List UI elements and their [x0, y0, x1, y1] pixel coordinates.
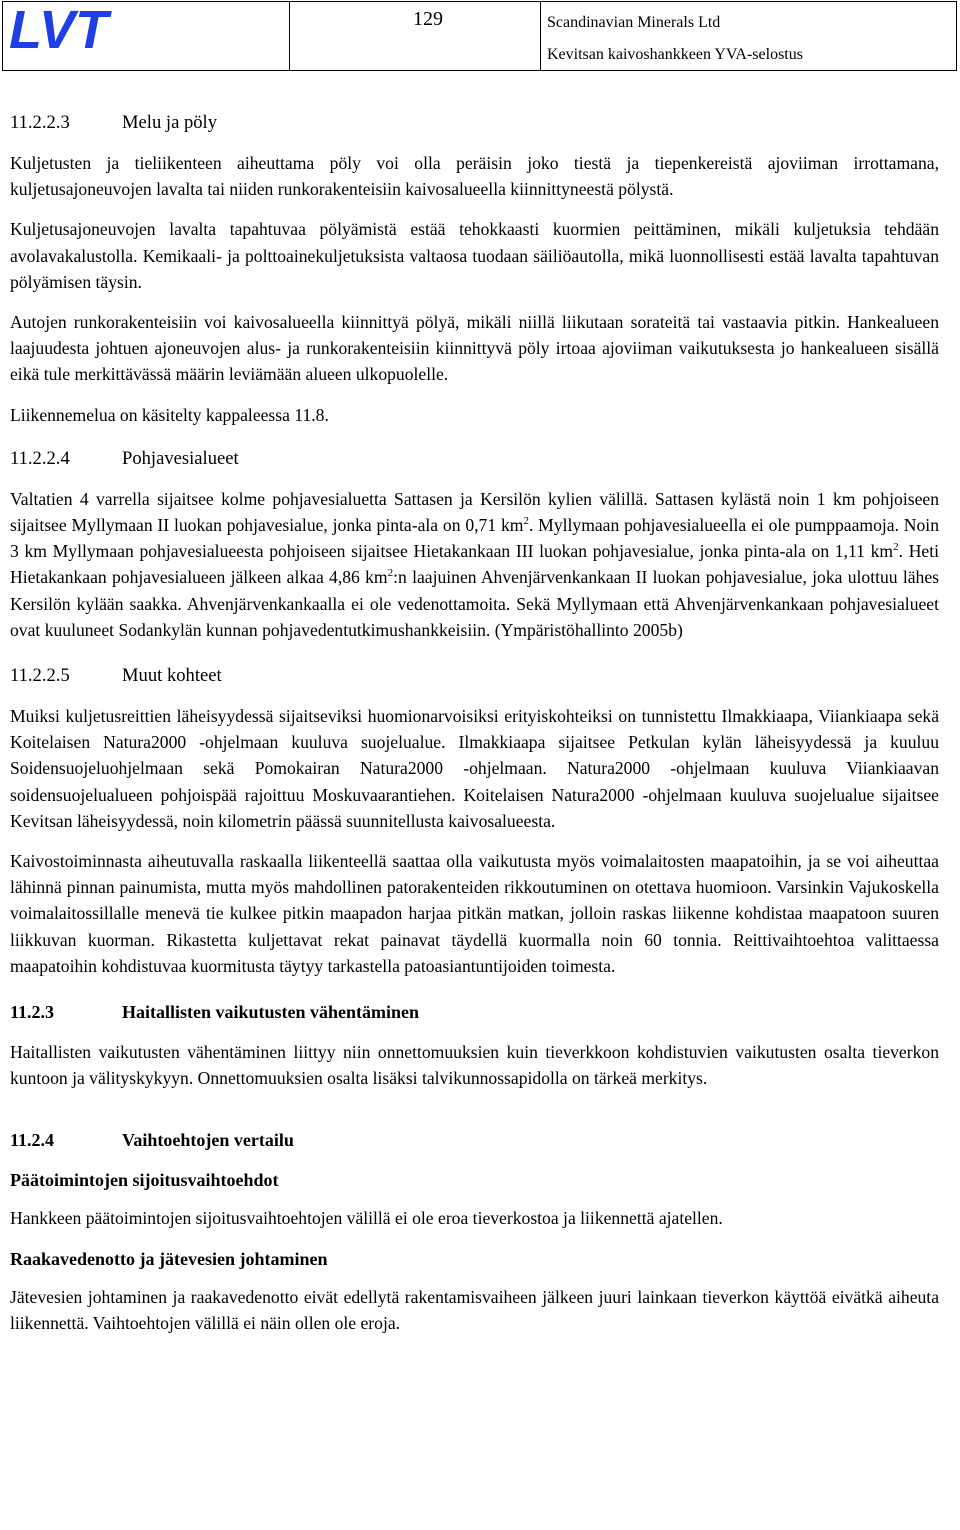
- paragraph: Liikennemelua on käsitelty kappaleessa 11.8.: [10, 404, 329, 425]
- logo-cell: [3, 2, 290, 70]
- paragraph: Haitallisten vaikutusten vähentäminen liittyy niin onnettomuuksien kuin tieverkkoon kohdistuvien vaikutusten osalta tieverkon kuntoon ja välityskykyyn. Onnettomuuksien osalta lisäksi talvikunnossapidolla on tärkeä merkitys.: [10, 1042, 939, 1089]
- section-number: 11.2.2.4: [10, 447, 70, 469]
- section-number: 11.2.3: [10, 1002, 55, 1023]
- section-title: Pohjavesialueet: [122, 447, 239, 469]
- paragraph: Kuljetusajoneuvojen lavalta tapahtuvaa pölyämistä estää tehokkaasti kuormien peittäminen, mikäli kuljetuksia tehdään avolavakalustolla. Kemikaali- ja polttoainekuljetuksista valtaosa tuodaan säiliöautolla, mikä luonnollisesti estää lavalta tapahtuvan pölyämisen täysin.: [10, 219, 939, 292]
- section-number: 11.2.4: [10, 1130, 55, 1151]
- section-number: 11.2.2.5: [10, 665, 70, 687]
- subheading: Raakavedenotto ja jätevesien johtaminen: [10, 1248, 328, 1269]
- section-title: Vaihtoehtojen vertailu: [122, 1130, 294, 1151]
- paragraph: Kaivostoiminnasta aiheutuvalla raskaalla liikenteellä saattaa olla vaikutusta myös voimalaitosten maapatoihin, ja se voi aiheuttaa lähinnä pinnan painumista, mutta myös mahdollinen patorakenteiden rikkoutuminen on otettava huomioon. Varsinkin Vajukoskella voimalaitossillalle menevä tie kulkee pitkin maapadon harjaa pitkän matkan, jolloin raskas liikenne kohdistaa maapatoon suuren liikkuvan kuorman. Rikastetta kuljettavat rekat painavat täydellä kuormalla noin 60 tonnia. Reittivaihtoehtoa valittaessa maapatoihin kohdistuvaa kuormitusta täytyy tarkastella patoasiantuntijoiden toimesta.: [10, 851, 939, 976]
- header-company-cell: [541, 2, 956, 70]
- page-header: [2, 1, 957, 71]
- document-title: Kevitsan kaivoshankkeen YVA-selostus: [547, 46, 803, 63]
- section-number: 11.2.2.3: [10, 112, 70, 133]
- section-heading: [10, 1127, 939, 1153]
- section-title: Haitallisten vaikutusten vähentäminen: [122, 1002, 420, 1023]
- document-body: [10, 110, 939, 1350]
- paragraph: Muiksi kuljetusreittien läheisyydessä sijaitseviksi huomionarvoisiksi erityiskohteiksi on tunnistettu Ilmakkiaapa, Viiankiaapa sekä Koitelaisen Natura2000 -ohjelmaan kuuluva suojelualue. Ilmakkiaapa sijaitsee Petkulan kylän läheisyydessä ja kuuluu Soidensuojeluohjelmaan sekä Pomokairan Natura2000 -ohjelmaan. Natura2000 -ohjelmaan kuuluva Viiankiaavan soidensuojelualueen pohjoispää rajoittuu Moskuvaarantiehen. Koitelaisen Natura2000 -ohjelmaan kuuluva suojelualue sijaitsee Kevitsan läheisyydessä, noin kilometrin päässä suunnitellusta kaivosalueesta.: [10, 706, 939, 831]
- paragraph: Hankkeen päätoimintojen sijoitusvaihtoehtojen välillä ei ole eroa tieverkostoa ja liikennettä ajatellen.: [10, 1208, 723, 1229]
- page-number: 129: [290, 2, 541, 70]
- section-title: Muut kohteet: [122, 665, 222, 687]
- company-name: Scandinavian Minerals Ltd: [547, 14, 721, 31]
- section-heading: [10, 446, 939, 472]
- paragraph: Kuljetusten ja tieliikenteen aiheuttama pöly voi olla peräisin joko tiestä ja tiepenkereistä ajoviiman irrottamana, kuljetusajoneuvojen lavalta tai niiden runkorakenteisiin kaivosalueella kiinnittyneestä pölystä.: [10, 153, 939, 200]
- section-heading: [10, 999, 939, 1025]
- section-heading: [10, 663, 939, 689]
- paragraph: Jätevesien johtaminen ja raakavedenotto eivät edellytä rakentamisvaiheen jälkeen juuri lainkaan tieverkon käyttöä eivätkä aiheuta liikennettä. Vaihtoehtojen välillä ei näin ollen ole eroja.: [10, 1286, 939, 1333]
- lvt-logo: [9, 4, 139, 54]
- svg-text:LVT: LVT: [9, 4, 109, 54]
- paragraph: Autojen runkorakenteisiin voi kaivosalueella kiinnittyä pölyä, mikäli niillä liikutaan sorateitä tai vastaavia pitkin. Hankealueen laajuudesta johtuen ajoneuvojen alus- ja runkorakenteisiin kiinnittyvä pöly irtoaa ajoviiman vaikutuksesta jo hankealueen sisällä eikä tule merkittävässä määrin leviämään alueen ulkopuolelle.: [10, 312, 939, 385]
- section-heading: [10, 110, 939, 136]
- paragraph: Valtatien 4 varrella sijaitsee kolme pohjavesialuetta Sattasen ja Kersilön kylien välillä. Sattasen kylästä noin 1 km pohjoiseen sijaitsee Myllymaan II luokan pohjavesialue, jonka pinta-ala on 0,71 $km^2$. Myllymaan pohjavesialueella ei ole pumppaamoja. Noin 3 km Myllymaan pohjavesialueesta pohjoiseen sijaitsee Hietakankaan III luokan pohjavesialue, jonka pinta-ala on 1,11 $km^2$. Heti Hietakankaan pohjavesialueen jälkeen alkaa 4,86 $km^2:n$ laajuinen Ahvenjärvenkankaan II luokan pohjavesialue, joka ulottuu lähes Kersilön kylään saakka. Ahvenjärvenkankaalla ei ole vedenottamoita. Sekä Myllymaan että Ahvenjärvenkankaan pohjavesialueet ovat kuuluneet Sodankylän kunnan pohjavedentutkimushankkeisiin. (Ympäristöhallinto 2005b): [10, 488, 939, 640]
- section-title: Melu ja pöly: [122, 112, 218, 133]
- subheading: Päätoimintojen sijoitusvaihtoehdot: [10, 1170, 279, 1191]
